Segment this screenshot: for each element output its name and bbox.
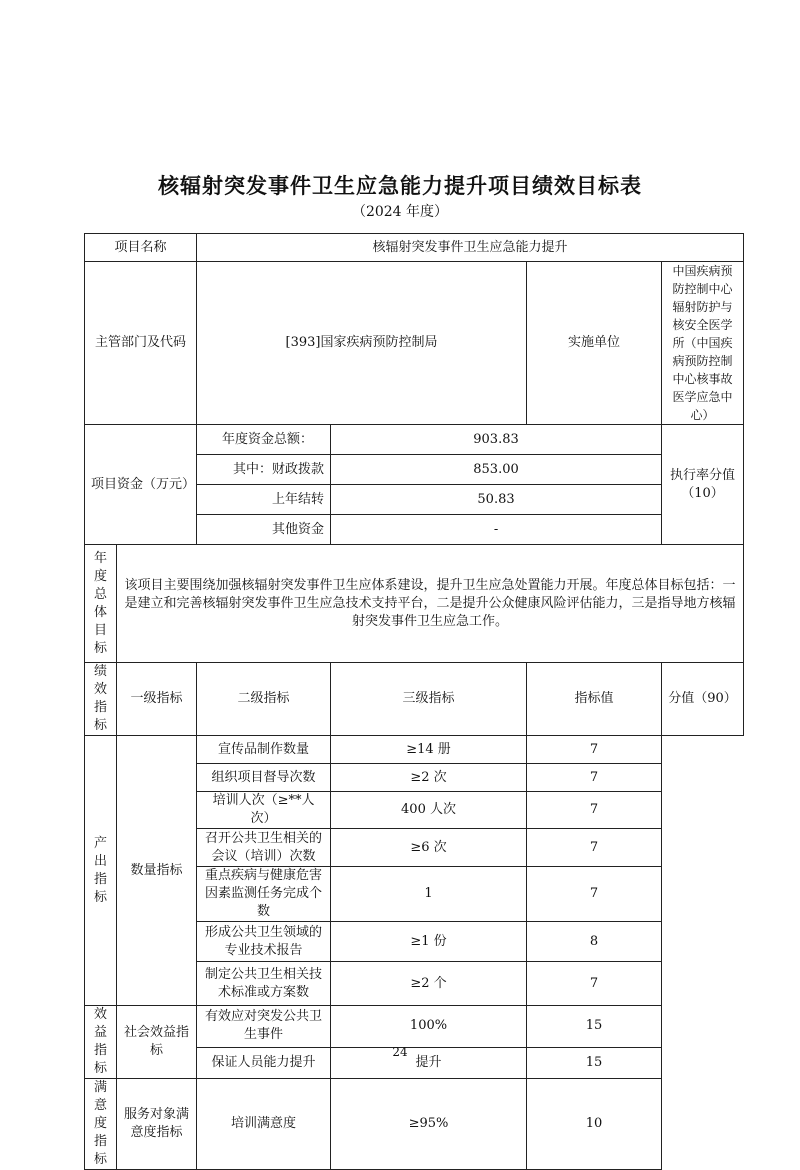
indicator-level3: 培训人次（≥**人次） (197, 792, 331, 829)
project-name-value: 核辐射突发事件卫生应急能力提升 (197, 234, 744, 262)
dept-value: [393]国家疾病预防控制局 (197, 262, 527, 425)
funds-fiscal-label: 其中：财政拨款 (197, 455, 331, 485)
indicator-score: 7 (527, 792, 662, 829)
indicator-level1: 满意度指标 (85, 1079, 117, 1170)
indicator-score: 15 (527, 1047, 662, 1078)
unit-label: 实施单位 (527, 262, 662, 425)
indicator-score: 7 (527, 829, 662, 867)
indicator-level3: 重点疾病与健康危害因素监测任务完成个数 (197, 867, 331, 922)
indicator-value: ≥1 份 (331, 922, 527, 962)
indicator-value: ≥2 个 (331, 962, 527, 1006)
header-score: 分值（90） (662, 663, 744, 736)
indicators-label: 绩效指标 (85, 663, 117, 736)
page-title: 核辐射突发事件卫生应急能力提升项目绩效目标表 (158, 174, 642, 198)
objective-label: 年度总体目标 (85, 545, 117, 663)
indicator-level3: 有效应对突发公共卫生事件 (197, 1006, 331, 1048)
indicator-score: 7 (527, 736, 662, 764)
indicator-level3: 宣传品制作数量 (197, 736, 331, 764)
page-number: 24 (392, 1045, 408, 1059)
funds-total-label: 年度资金总额： (197, 425, 331, 455)
indicator-value: 100% (331, 1006, 527, 1048)
funds-label: 项目资金（万元） (85, 425, 197, 545)
indicator-level2: 社会效益指标 (117, 1006, 197, 1079)
funds-other-value: - (331, 515, 662, 545)
project-name-label: 项目名称 (85, 234, 197, 262)
header-level1: 一级指标 (117, 663, 197, 736)
table-row (85, 1079, 744, 1170)
header-level2: 二级指标 (197, 663, 331, 736)
header-level3: 三级指标 (331, 663, 527, 736)
header-value: 指标值 (527, 663, 662, 736)
unit-value: 中国疾病预防控制中心辐射防护与核安全医学所（中国疾病预防控制中心核事故医学应急中心） (662, 262, 744, 425)
indicator-score: 15 (527, 1006, 662, 1048)
dept-label: 主管部门及代码 (85, 262, 197, 425)
year-subtitle: （2024 年度） (351, 204, 449, 220)
indicator-value: ≥14 册 (331, 736, 527, 764)
indicator-score: 10 (527, 1079, 662, 1170)
indicator-value: ≥95% (331, 1079, 527, 1170)
funds-carry-value: 50.83 (331, 485, 662, 515)
funds-carry-label: 上年结转 (197, 485, 331, 515)
indicator-value: ≥2 次 (331, 764, 527, 792)
indicator-level3: 组织项目督导次数 (197, 764, 331, 792)
indicator-value: 400 人次 (331, 792, 527, 829)
indicator-value: ≥6 次 (331, 829, 527, 867)
indicator-level1: 效益指标 (85, 1006, 117, 1079)
indicator-level3: 召开公共卫生相关的会议（培训）次数 (197, 829, 331, 867)
table-row (85, 1006, 744, 1048)
indicator-value: 1 (331, 867, 527, 922)
indicator-level3: 形成公共卫生领域的专业技术报告 (197, 922, 331, 962)
funds-other-label: 其他资金 (197, 515, 331, 545)
exec-rate-label: 执行率分值（10） (662, 425, 744, 545)
indicator-level2: 数量指标 (117, 736, 197, 1006)
objective-text: 该项目主要围绕加强核辐射突发事件卫生应体系建设，提升卫生应急处置能力开展。年度总体目标包括：一是建立和完善核辐射突发事件卫生应急技术支持平台，二是提升公众健康风险评估能力，三是指导地方核辐射突发事件卫生应急工作。 (117, 545, 744, 663)
indicator-level3: 保证人员能力提升 (197, 1047, 331, 1078)
indicator-value: 提升 (331, 1047, 527, 1078)
indicator-score: 7 (527, 867, 662, 922)
indicator-score: 7 (527, 962, 662, 1006)
indicator-level1: 产出指标 (85, 736, 117, 1006)
indicator-score: 8 (527, 922, 662, 962)
indicator-level3: 培训满意度 (197, 1079, 331, 1170)
funds-fiscal-value: 853.00 (331, 455, 662, 485)
funds-total-value: 903.83 (331, 425, 662, 455)
indicator-level2: 服务对象满意度指标 (117, 1079, 197, 1170)
performance-goal-table (84, 233, 744, 1170)
table-row (85, 736, 744, 764)
indicator-score: 7 (527, 764, 662, 792)
indicator-level3: 制定公共卫生相关技术标准或方案数 (197, 962, 331, 1006)
